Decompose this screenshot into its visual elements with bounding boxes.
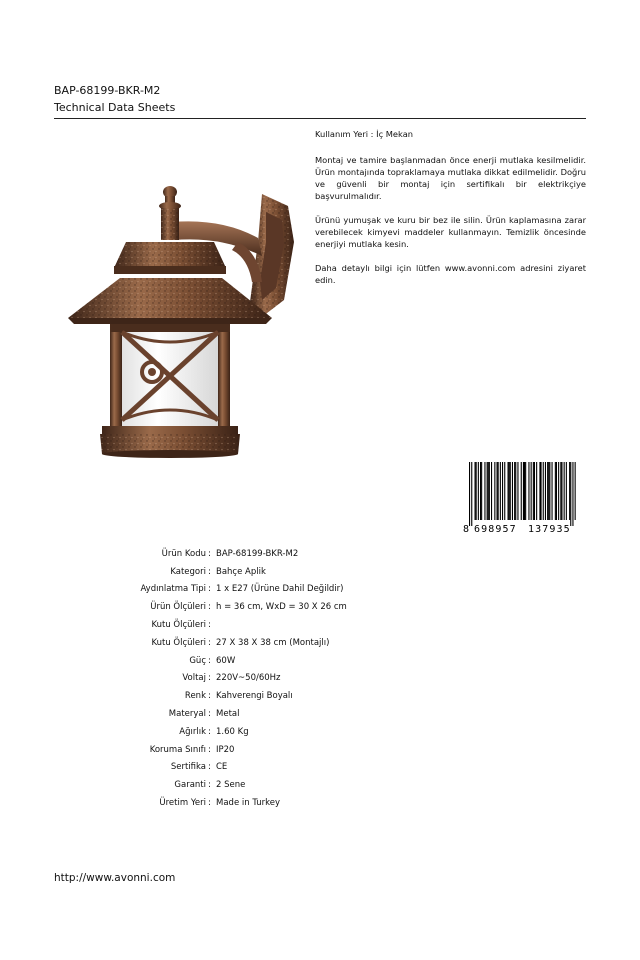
barcode-bar (545, 462, 546, 520)
spec-label: Ürün Ölçüleri (150, 602, 206, 613)
spec-row (54, 598, 586, 616)
document-header (54, 84, 586, 114)
barcode-bar (509, 462, 510, 520)
barcode-digit-prefix: 8 (463, 524, 470, 534)
spec-separator: : (208, 780, 211, 791)
spec-value: Metal (216, 709, 240, 720)
barcode-bar (536, 462, 537, 520)
barcode-bar (528, 462, 529, 520)
spec-label: Kategori (170, 566, 206, 577)
barcode-bar (547, 462, 548, 520)
barcode-bar (564, 462, 565, 520)
spec-row (54, 670, 586, 688)
spec-value: 220V~50/60Hz (216, 673, 281, 684)
barcode-bar (561, 462, 562, 520)
cleaning-text: Ürünü yumuşak ve kuru bir bez ile silin. Ürün kaplamasına zarar verebilecek kimyevi maddeler kullanmayın. Temizlik öncesinde enerjiyi mutlaka kesin. (315, 215, 586, 249)
spec-value: h = 36 cm, WxD = 30 X 26 cm (216, 602, 347, 613)
barcode-bar (523, 462, 524, 520)
barcode-bar (471, 462, 472, 526)
spec-row (54, 705, 586, 723)
spec-value: Made in Turkey (216, 798, 280, 809)
spec-label: Materyal (168, 709, 206, 720)
spec-separator: : (208, 673, 211, 684)
spec-separator: : (208, 584, 211, 595)
barcode-bar (556, 462, 557, 520)
barcode-bar (552, 462, 553, 520)
spec-row (54, 634, 586, 652)
spec-table (54, 545, 586, 812)
barcode-bar (498, 462, 499, 520)
barcode-bar (504, 462, 505, 520)
barcode-bar (469, 462, 470, 526)
spec-label: Güç (189, 655, 206, 666)
barcode-bar (575, 462, 576, 520)
barcode-bar (541, 462, 542, 520)
footer-url[interactable]: http://www.avonni.com (54, 872, 176, 884)
barcode (461, 462, 585, 534)
barcode-bar (521, 462, 522, 520)
product-image (62, 182, 302, 460)
barcode-bar (494, 462, 495, 520)
spec-value: CE (216, 762, 228, 773)
spec-value: 1 x E27 (Ürüne Dahil Değildir) (216, 584, 344, 595)
barcode-bar (543, 462, 544, 520)
barcode-bar (487, 462, 488, 520)
spec-label: Ürün Kodu (161, 548, 206, 559)
spec-row (54, 759, 586, 777)
spec-row (54, 581, 586, 599)
barcode-bar (572, 462, 573, 526)
spec-label: Kutu Ölçüleri (151, 620, 206, 631)
header-divider (54, 118, 586, 119)
barcode-bar (510, 462, 511, 520)
barcode-bar (502, 462, 503, 520)
barcode-bar (525, 462, 526, 520)
barcode-bar (570, 462, 571, 526)
barcode-bar (533, 462, 534, 520)
safety-text: Montaj ve tamire başlanmadan önce enerji mutlaka kesilmelidir. Ürün montajında topraklamaya mutlaka dikkat edilmelidir. Doğru ve güvenli bir montaj için sertifikalı bir elektrikçiye başvurulmalıdır. (315, 155, 586, 201)
spec-separator: : (208, 602, 211, 613)
barcode-bar (500, 462, 501, 520)
barcode-bar (569, 462, 570, 520)
spec-row (54, 652, 586, 670)
spec-label: Aydınlatma Tipi (140, 584, 206, 595)
spec-value: IP20 (216, 744, 235, 755)
spec-separator: : (208, 620, 211, 631)
barcode-bar (480, 462, 481, 520)
spec-value: 1.60 Kg (216, 726, 249, 737)
usage-text: Kullanım Yeri : İç Mekan (315, 129, 414, 139)
spec-separator: : (208, 798, 211, 809)
barcode-bar (484, 462, 485, 520)
barcode-bar (481, 462, 482, 520)
barcode-bar (534, 462, 535, 520)
spec-separator: : (208, 709, 211, 720)
barcode-bar (478, 462, 479, 520)
barcode-digits-left: 698957 (474, 524, 517, 534)
barcode-bar (531, 462, 532, 520)
spec-label: Koruma Sınıfı (149, 744, 206, 755)
product-code-title: BAP-68199-BKR-M2 (54, 84, 161, 97)
barcode-bar (514, 462, 515, 520)
spec-row (54, 563, 586, 581)
barcode-bar (508, 462, 509, 520)
barcode-bar (555, 462, 556, 520)
barcode-bar (512, 462, 513, 520)
barcode-bars (469, 462, 576, 526)
barcode-bar (476, 462, 477, 520)
spec-label: Kutu Ölçüleri (151, 637, 206, 648)
spec-value: Kahverengi Boyalı (216, 691, 293, 702)
spec-separator: : (208, 548, 211, 559)
barcode-bar (549, 462, 550, 520)
barcode-bar (489, 462, 490, 520)
barcode-bar (517, 462, 518, 520)
spec-value: 2 Sene (216, 780, 246, 791)
spec-separator: : (208, 762, 211, 773)
barcode-bar (560, 462, 561, 520)
spec-separator: : (208, 691, 211, 702)
spec-row (54, 741, 586, 759)
barcode-bar (515, 462, 516, 520)
barcode-bar (475, 462, 476, 520)
spec-label: Ağırlık (179, 726, 206, 737)
spec-label: Garanti (174, 780, 206, 791)
spec-separator: : (208, 744, 211, 755)
info-panel (315, 128, 586, 298)
spec-value: 60W (216, 655, 236, 666)
spec-label: Renk (184, 691, 206, 702)
spec-row (54, 723, 586, 741)
spec-label: Üretim Yeri (159, 798, 206, 809)
barcode-bar (524, 462, 525, 520)
spec-separator: : (208, 637, 211, 648)
spec-row (54, 794, 586, 812)
spec-label: Voltaj (182, 673, 206, 684)
barcode-bar (488, 462, 489, 520)
spec-label: Sertifika (170, 762, 206, 773)
barcode-bar (497, 462, 498, 520)
spec-separator: : (208, 566, 211, 577)
more-info-text: Daha detaylı bilgi için lütfen www.avonni.com adresini ziyaret edin. (315, 263, 586, 285)
barcode-bar (558, 462, 559, 520)
barcode-bar (566, 462, 567, 520)
document-subtitle: Technical Data Sheets (54, 101, 176, 114)
spec-separator: : (208, 726, 211, 737)
spec-separator: : (208, 655, 211, 666)
spec-row (54, 616, 586, 634)
spec-row (54, 687, 586, 705)
barcode-bar (539, 462, 540, 520)
spec-value: Bahçe Aplik (216, 566, 266, 577)
spec-row (54, 776, 586, 794)
barcode-bar (548, 462, 549, 520)
spec-row (54, 545, 586, 563)
spec-value: BAP-68199-BKR-M2 (216, 548, 299, 559)
spec-value: 27 X 38 X 38 cm (Montajlı) (216, 637, 330, 648)
barcode-bar (491, 462, 492, 520)
barcode-digits-right: 137935 (528, 524, 571, 534)
